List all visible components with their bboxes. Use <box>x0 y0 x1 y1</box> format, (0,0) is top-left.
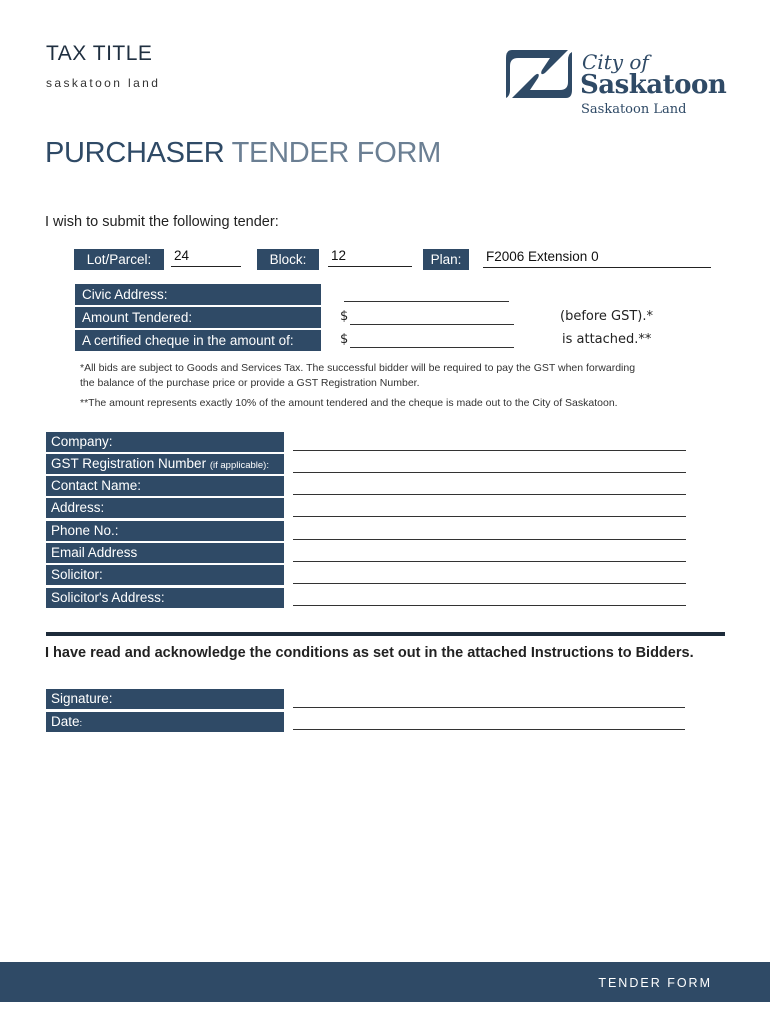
plan-value[interactable]: F2006 Extension 0 <box>483 249 711 268</box>
amount-dollar-sign: $ <box>340 309 349 324</box>
gst-footnote <box>80 361 700 391</box>
company-input[interactable] <box>293 450 686 451</box>
title-part-2: TENDER FORM <box>231 137 441 169</box>
gst-registration-label <box>46 454 284 474</box>
city-logo-mark-icon <box>506 50 572 98</box>
company-label: Company: <box>46 432 284 452</box>
cheque-amount-input[interactable] <box>350 347 514 348</box>
footer-label: TENDER FORM <box>598 976 712 990</box>
signature-label: Signature: <box>46 689 284 709</box>
gst-registration-text: GST Registration Number <box>51 456 207 471</box>
header-title: TAX TITLE <box>46 42 153 65</box>
attached-note: is attached.** <box>562 332 652 347</box>
logo-city-of: City of <box>582 50 649 74</box>
gst-if-applicable: (if applicable): <box>209 460 269 471</box>
block-label: Block: <box>257 249 319 270</box>
signature-input[interactable] <box>293 707 685 708</box>
section-divider <box>46 632 725 636</box>
intro-text: I wish to submit the following tender: <box>45 214 279 230</box>
solicitor-address-input[interactable] <box>293 605 686 606</box>
cheque-amount-label: A certified cheque in the amount of: <box>75 330 321 351</box>
solicitor-input[interactable] <box>293 583 686 584</box>
civic-address-label: Civic Address: <box>75 284 321 305</box>
page-title <box>45 137 441 170</box>
address-input[interactable] <box>293 516 686 517</box>
lot-label: Lot/Parcel: <box>74 249 164 270</box>
contact-name-input[interactable] <box>293 494 686 495</box>
amount-tendered-label: Amount Tendered: <box>75 307 321 328</box>
email-input[interactable] <box>293 561 686 562</box>
lot-value[interactable]: 24 <box>171 248 241 267</box>
date-label <box>46 712 284 732</box>
acknowledgement-text: I have read and acknowledge the conditions as set out in the attached Instructions to Bidders. <box>45 645 694 661</box>
date-input[interactable] <box>293 729 685 730</box>
gst-registration-input[interactable] <box>293 472 686 473</box>
address-label: Address: <box>46 498 284 518</box>
header-subtitle: saskatoon land <box>46 76 161 90</box>
date-label-text: Date <box>51 714 80 729</box>
cheque-footnote: **The amount represents exactly 10% of the amount tendered and the cheque is made out to the City of Saskatoon. <box>80 397 618 409</box>
civic-address-input[interactable] <box>344 301 509 302</box>
logo-saskatoon: Saskatoon <box>580 70 727 100</box>
amount-tendered-input[interactable] <box>350 324 514 325</box>
contact-name-label: Contact Name: <box>46 476 284 496</box>
solicitor-address-label: Solicitor's Address: <box>46 588 284 608</box>
before-gst-note: (before GST).* <box>560 309 654 324</box>
phone-label: Phone No.: <box>46 521 284 541</box>
gst-footnote-line-1: *All bids are subject to Goods and Services Tax. The successful bidder will be required to pay the GST when forwarding <box>80 362 636 374</box>
title-part-1: PURCHASER <box>45 137 225 169</box>
plan-label: Plan: <box>423 249 469 270</box>
block-value[interactable]: 12 <box>328 248 412 267</box>
solicitor-label: Solicitor: <box>46 565 284 585</box>
logo-saskatoon-land: Saskatoon Land <box>581 102 687 117</box>
gst-footnote-line-2: the balance of the purchase price or provide a GST Registration Number. <box>80 377 420 389</box>
phone-input[interactable] <box>293 539 686 540</box>
cheque-dollar-sign: $ <box>340 332 349 347</box>
email-label: Email Address <box>46 543 284 563</box>
date-label-colon: : <box>79 718 83 729</box>
